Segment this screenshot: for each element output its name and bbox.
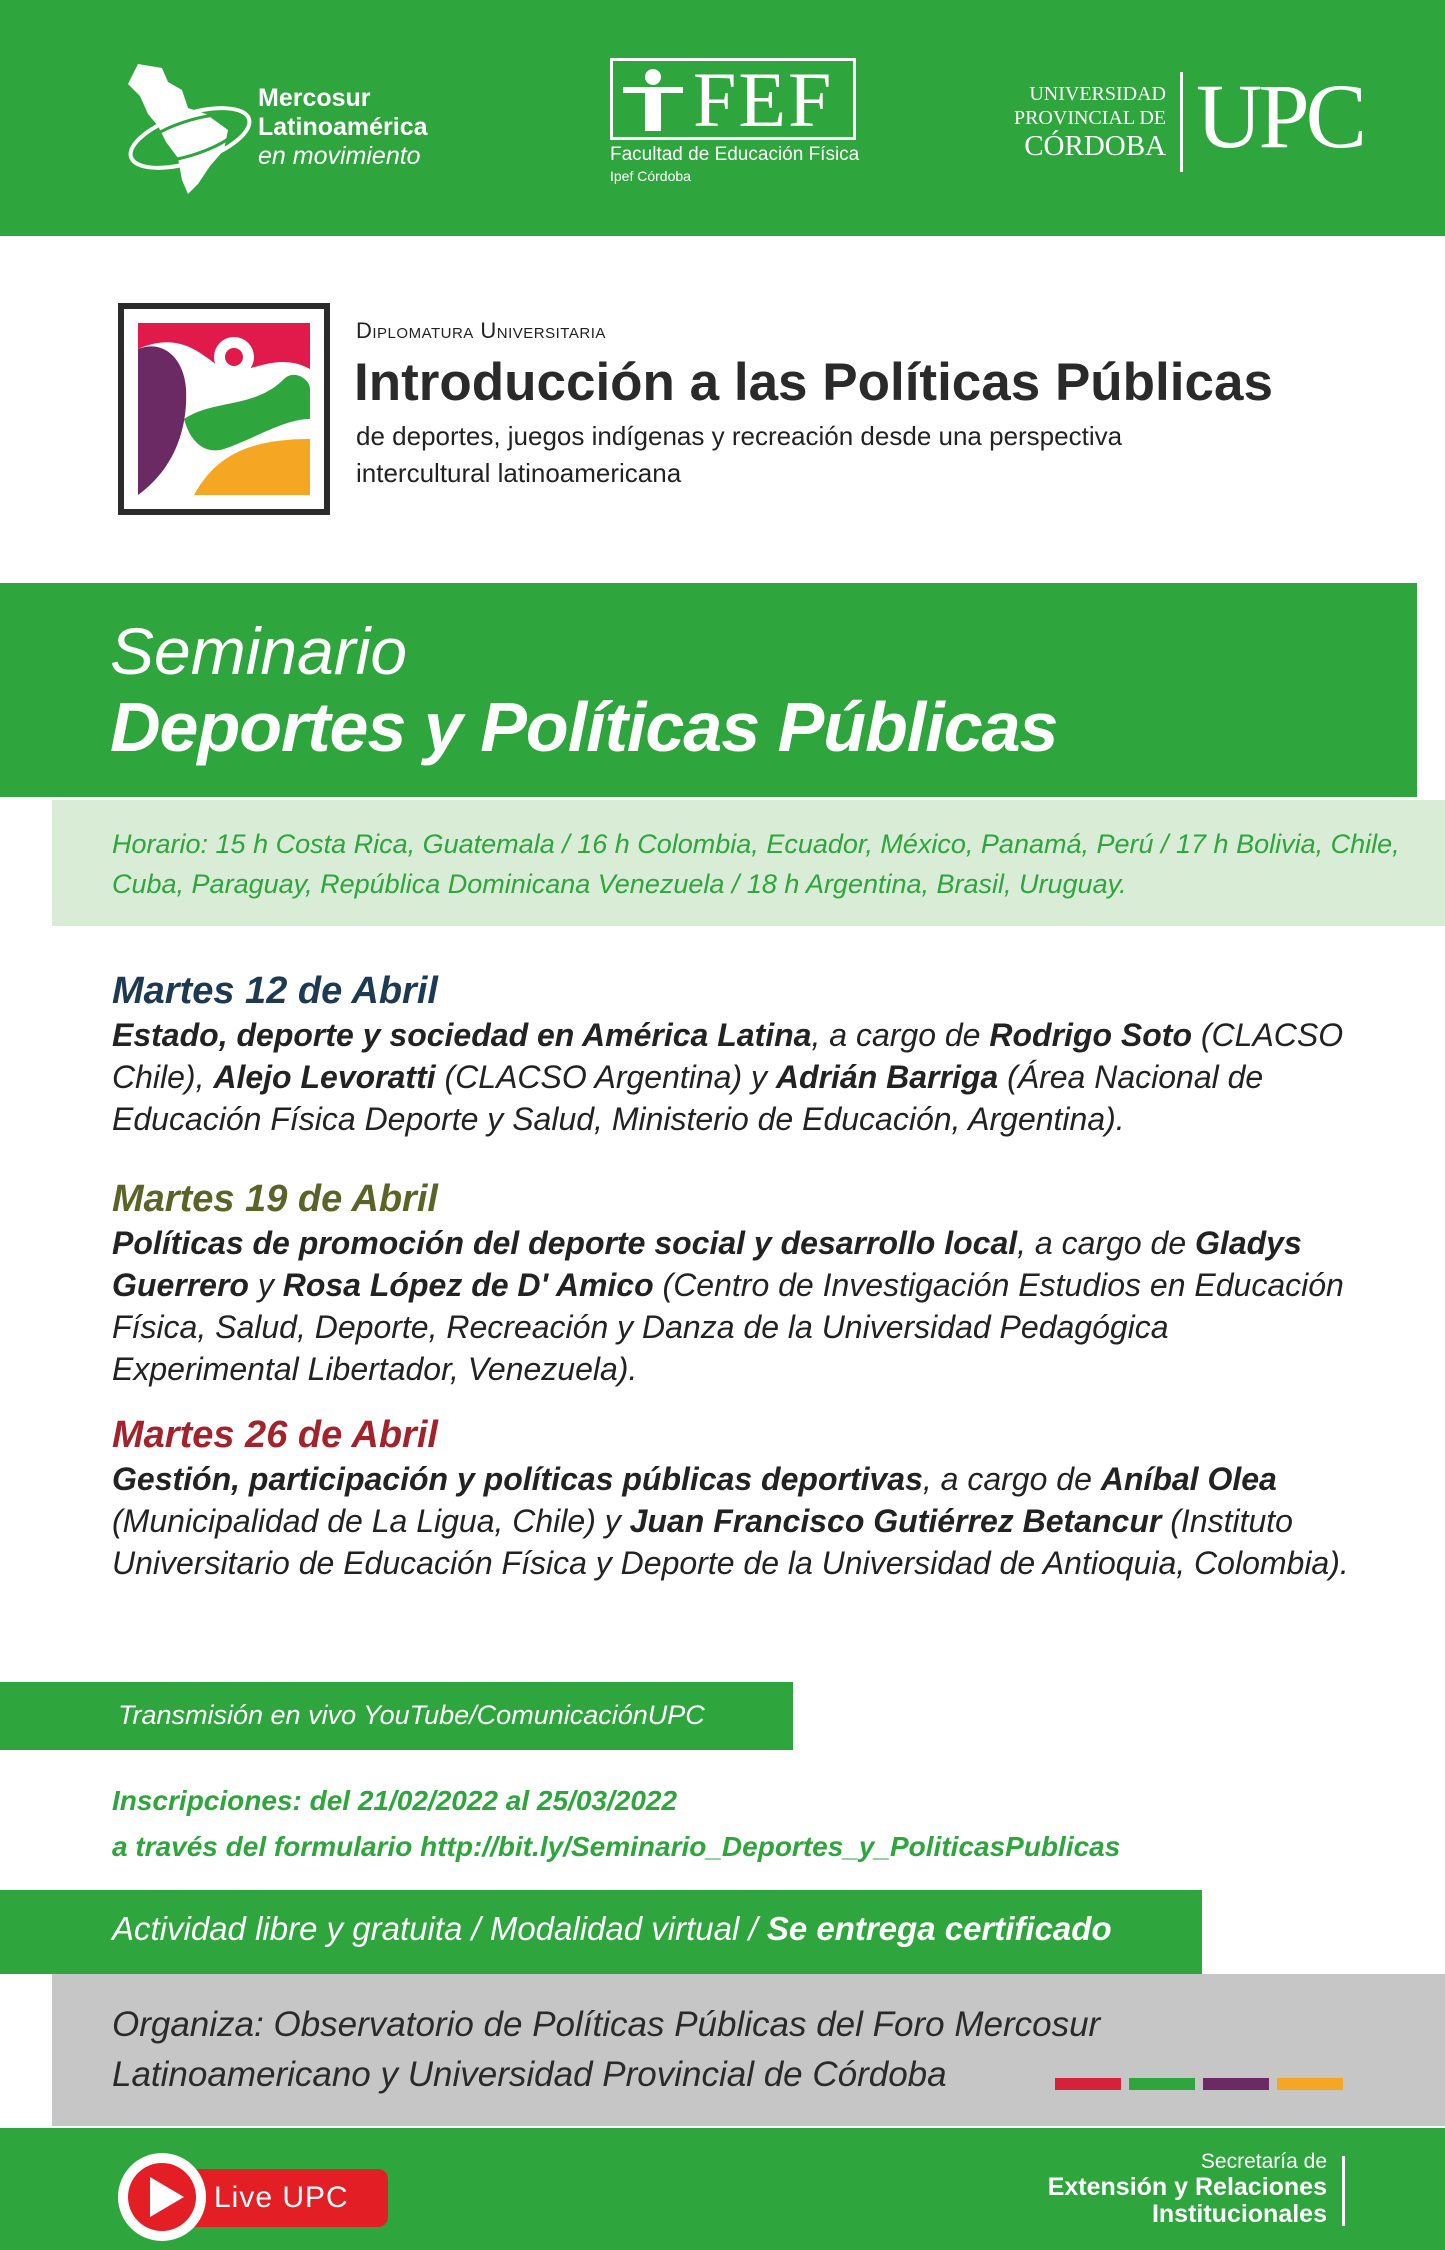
- play-icon: [118, 2153, 206, 2241]
- inscripciones: [112, 1778, 1120, 1870]
- secretaria-line2: Extensión y Relaciones: [1047, 2173, 1327, 2201]
- session-3-text-1: , a cargo de: [922, 1461, 1101, 1497]
- latin-america-globe-icon: [118, 56, 254, 196]
- fef-figure-icon: [621, 67, 685, 133]
- secretaria-line3: Institucionales: [1151, 2200, 1327, 2228]
- session-3-description: [112, 1458, 1352, 1584]
- inscripciones-link[interactable]: a través del formulario http://bit.ly/Seminario_Deportes_y_PoliticasPublicas: [112, 1831, 1121, 1862]
- upc-line2: PROVINCIAL DE: [1013, 107, 1166, 129]
- secretaria-logo: [1048, 2150, 1327, 2228]
- session-3-speaker-1: Aníbal Olea: [1100, 1461, 1277, 1497]
- session-2-speaker-1: Gladys Guerrero: [112, 1225, 1302, 1303]
- upc-line1: UNIVERSIDAD: [1029, 83, 1166, 105]
- certificado-text: Se entrega certificado: [766, 1910, 1112, 1947]
- session-1-speaker-3: Adrián Barriga: [775, 1059, 999, 1095]
- organiza-line2: Latinoamericano y Universidad Provincial de Córdoba: [112, 2055, 947, 2094]
- session-1-text-3: (CLACSO Argentina) y: [435, 1059, 776, 1095]
- seminario-band: [0, 583, 1417, 797]
- session-1-description: [112, 1014, 1352, 1140]
- session-1: [112, 968, 1352, 1140]
- diplomatura-subtitle: de deportes, juegos indígenas y recreación desde una perspectiva intercultural latinoamericana: [356, 421, 1123, 488]
- actividad-banner: [0, 1890, 1202, 1974]
- session-3: [112, 1412, 1352, 1584]
- session-1-text-2: (CLACSO Chile),: [112, 1017, 1344, 1095]
- session-2-date: Martes 19 de Abril: [112, 1178, 438, 1220]
- session-2-description: [112, 1222, 1352, 1390]
- footer-band: [0, 2128, 1445, 2250]
- session-3-topic: Gestión, participación y políticas públicas deportivas: [112, 1461, 923, 1497]
- session-3-text-2: (Municipalidad de La Ligua, Chile) y: [112, 1503, 630, 1539]
- actividad-text: Actividad libre y gratuita / Modalidad virtual /: [112, 1910, 767, 1947]
- diplomatura-title: Introducción a las Políticas Públicas: [354, 353, 1273, 412]
- stream-banner: Transmisión en vivo YouTube/ComunicaciónUPC: [0, 1682, 793, 1750]
- upc-divider: [1180, 72, 1183, 172]
- header-band: [0, 0, 1445, 236]
- session-1-text-1: , a cargo de: [811, 1017, 990, 1053]
- mercosur-line3: en movimiento: [258, 142, 421, 170]
- color-bar-red: [1055, 2078, 1121, 2090]
- session-1-text-4: (Área Nacional de Educación Física Deporte y Salud, Ministerio de Educación, Argentina).: [112, 1059, 1264, 1137]
- mercosur-line1: Mercosur: [258, 84, 371, 112]
- session-1-topic: Estado, deporte y sociedad en América Latina: [112, 1017, 812, 1053]
- session-3-speaker-2: Juan Francisco Gutiérrez Betancur: [629, 1503, 1162, 1539]
- color-bar-green: [1129, 2078, 1195, 2090]
- session-1-date: Martes 12 de Abril: [112, 970, 438, 1012]
- session-3-date: Martes 26 de Abril: [112, 1414, 438, 1456]
- diplomatura-logo: [118, 303, 330, 515]
- session-2-text-3: (Centro de Investigación Estudios en Educación Física, Salud, Deporte, Recreación y Danza de la Universidad Pedagógica Experimental Libertador, Venezuela).: [112, 1267, 1344, 1387]
- horario-box: Horario: 15 h Costa Rica, Guatemala / 16 h Colombia, Ecuador, México, Panamá, Perú / 17 h Bolivia, Chile, Cuba, Paraguay, República Dominicana Venezuela / 18 h Argentina, Brasil, Uruguay.: [52, 800, 1445, 926]
- color-bar-orange: [1277, 2078, 1343, 2090]
- session-2-text-1: , a cargo de: [1017, 1225, 1196, 1261]
- session-3-text-3: (Instituto Universitario de Educación Física y Deporte de la Universidad de Antioquia, Colombia).: [112, 1503, 1349, 1581]
- diplomatura-label: Diplomatura Universitaria: [356, 318, 606, 343]
- fef-logo: [610, 58, 860, 193]
- secretaria-divider: [1342, 2156, 1345, 2226]
- upc-mark: UPC: [1196, 65, 1363, 167]
- mercosur-logo: [118, 56, 478, 196]
- seminario-title: Deportes y Políticas Públicas: [110, 688, 1058, 766]
- organiza-line1: Organiza: Observatorio de Políticas Públicas del Foro Mercosur: [112, 2005, 1101, 2044]
- intercultural-figure-icon: [124, 309, 324, 509]
- color-bar-purple: [1203, 2078, 1269, 2090]
- color-bars: [1055, 2078, 1343, 2090]
- fef-letters: FEF: [693, 56, 834, 143]
- live-label: Live UPC: [214, 2181, 349, 2214]
- session-2-text-2: y: [248, 1267, 283, 1303]
- session-1-speaker-1: Rodrigo Soto: [989, 1017, 1192, 1053]
- session-1-speaker-2: Alejo Levoratti: [213, 1059, 436, 1095]
- session-2-speaker-2: Rosa López de D' Amico: [282, 1267, 654, 1303]
- organiza-box: [52, 1974, 1445, 2126]
- session-2: [112, 1176, 1352, 1390]
- inscripciones-dates: Inscripciones: del 21/02/2022 al 25/03/2022: [112, 1785, 678, 1816]
- upc-logo: [990, 65, 1363, 182]
- fef-subtitle: Facultad de Educación Física: [610, 144, 860, 165]
- session-2-topic: Políticas de promoción del deporte social y desarrollo local: [112, 1225, 1018, 1261]
- mercosur-line2: Latinoamérica: [258, 113, 428, 141]
- fef-subtitle2: Ipef Córdoba: [610, 168, 691, 184]
- secretaria-line1: Secretaría de: [1200, 2150, 1327, 2173]
- live-upc-button[interactable]: [118, 2153, 388, 2235]
- upc-line3: CÓRDOBA: [1024, 130, 1166, 162]
- seminario-label: Seminario: [110, 614, 408, 688]
